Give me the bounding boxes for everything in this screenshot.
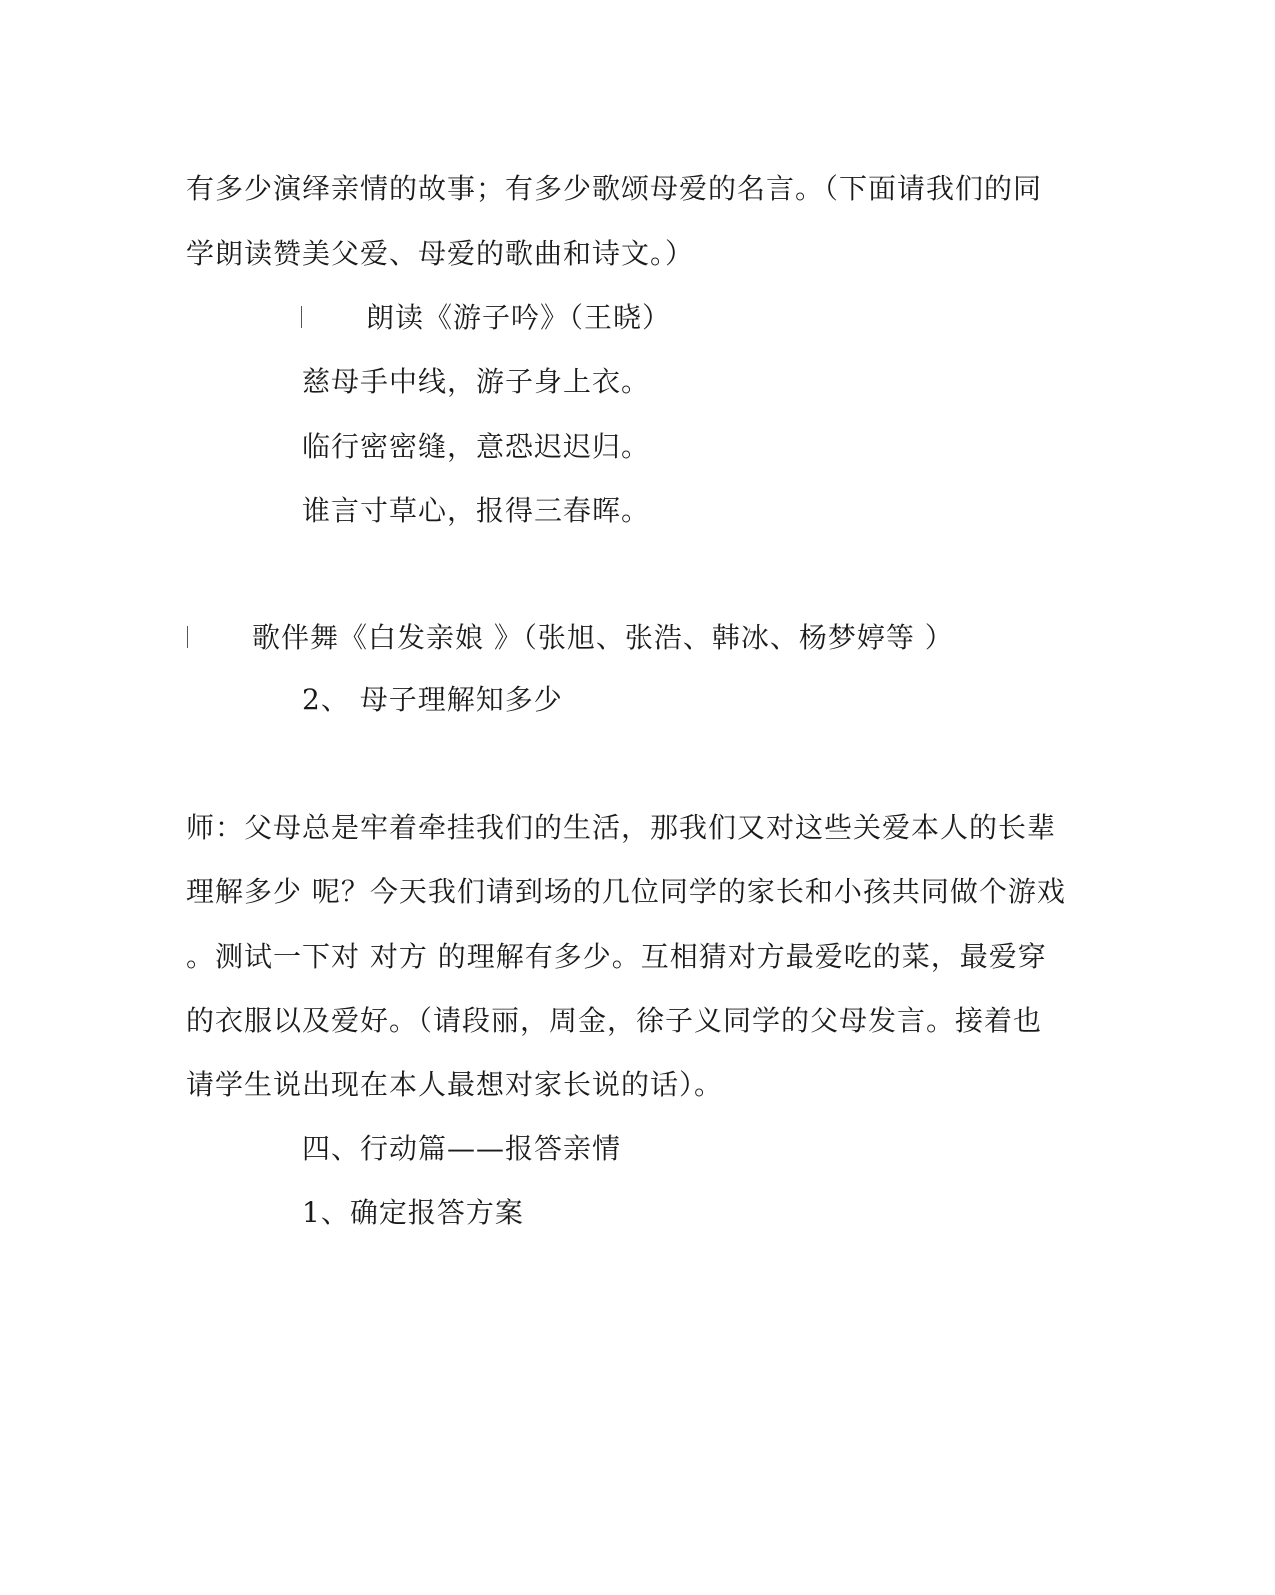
bullet-marker: [301, 306, 302, 328]
paragraph-line: 学朗读赞美父爱、母爱的歌曲和诗文。）: [186, 237, 695, 270]
list-item-song: 歌伴舞《白发亲娘 》（张旭、张浩、韩冰、杨梦婷等 ）: [252, 621, 954, 654]
paragraph-line: 师：父母总是牢着牵挂我们的生活，那我们又对这些关爱本人的长辈: [186, 811, 1057, 844]
section-heading: 四、行动篇——报答亲情: [302, 1132, 622, 1165]
paragraph-line: 请学生说出现在本人最想对家长说的话）。: [186, 1068, 724, 1101]
paragraph-line: 的衣服以及爱好。（请段丽，周金，徐子义同学的父母发言。接着也: [186, 1004, 1043, 1037]
subsection-heading: 1、确定报答方案: [302, 1196, 524, 1229]
poem-line: 慈母手中线，游子身上衣。: [302, 365, 651, 398]
paragraph-line: 。测试一下对 对方 的理解有多少。互相猜对方最爱吃的菜，最爱穿: [186, 940, 1047, 973]
paragraph-line: 有多少演绎亲情的故事；有多少歌颂母爱的名言。（下面请我们的同: [186, 172, 1043, 205]
bullet-marker: [187, 626, 188, 648]
poem-line: 临行密密缝，意恐迟迟归。: [302, 430, 651, 463]
paragraph-line: 理解多少 呢？今天我们请到场的几位同学的家长和小孩共同做个游戏: [186, 875, 1066, 908]
list-item-recite: 朗读《游子吟》（王晓）: [366, 301, 672, 334]
section-heading: 2、 母子理解知多少: [302, 683, 563, 716]
poem-line: 谁言寸草心，报得三春晖。: [302, 494, 651, 527]
